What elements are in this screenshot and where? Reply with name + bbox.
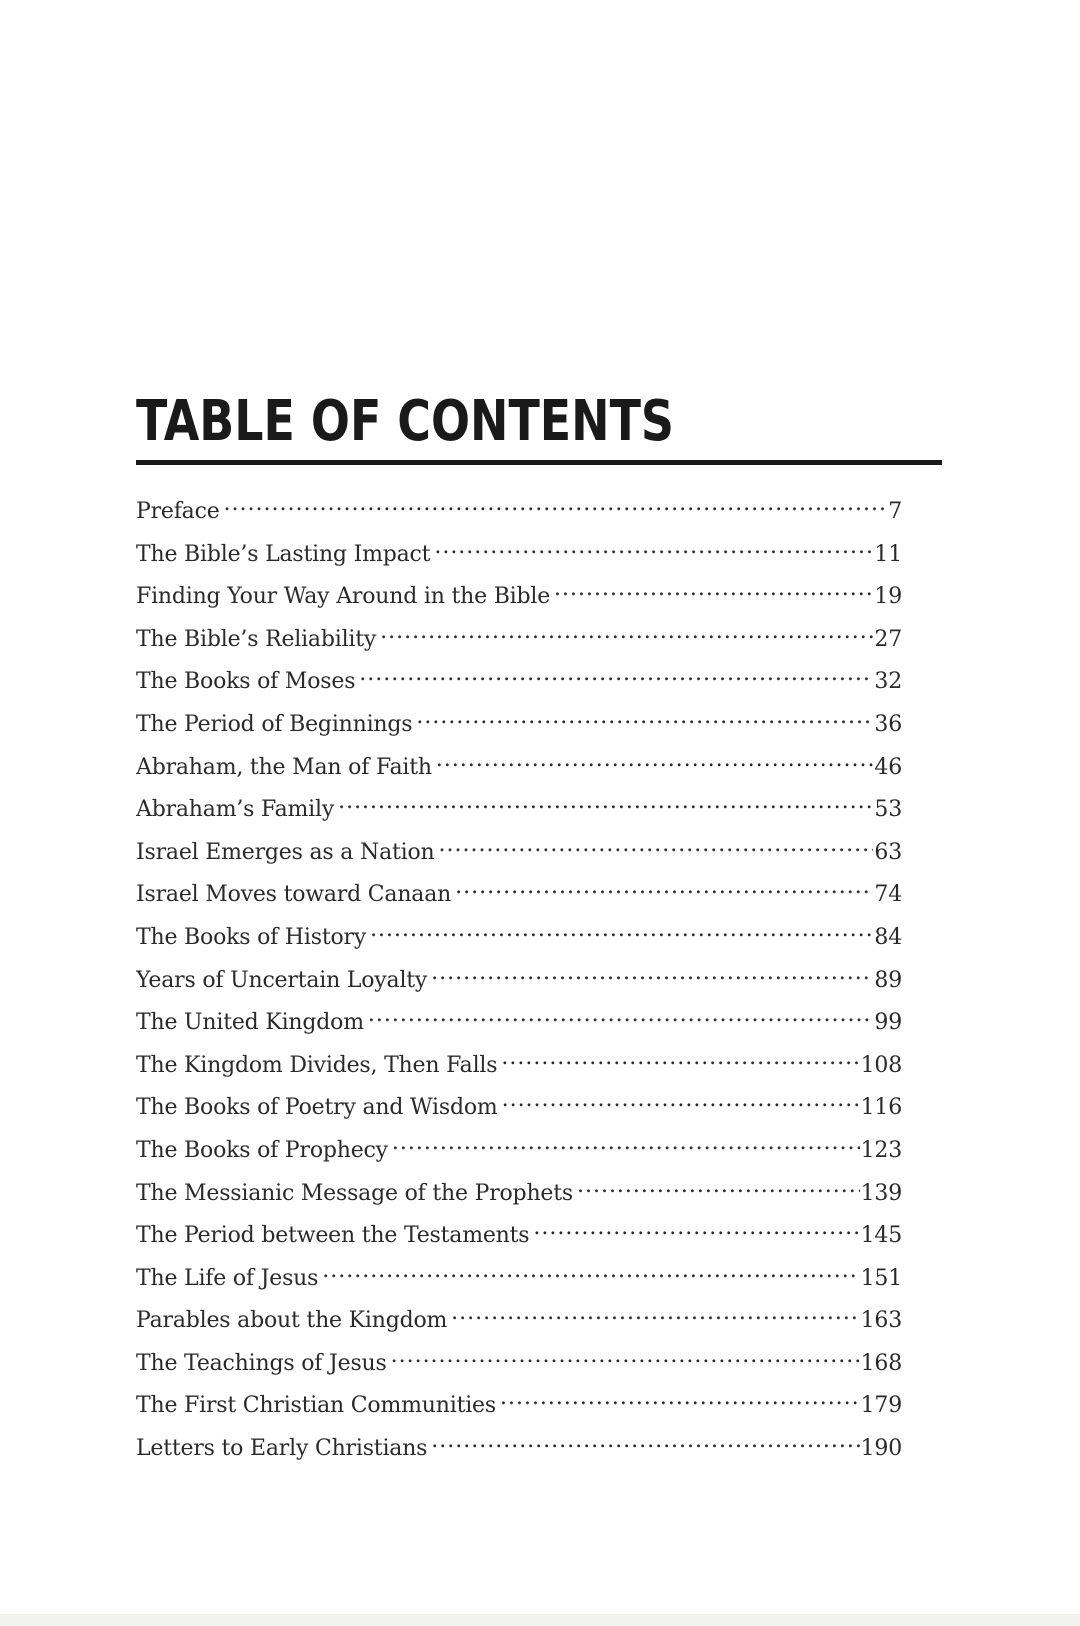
toc-entry-page: 11 bbox=[874, 541, 902, 567]
toc-entry-title: Letters to Early Christians bbox=[136, 1436, 428, 1462]
toc-entry bbox=[136, 1299, 902, 1342]
dot-leader bbox=[436, 746, 874, 774]
toc-entry-page: 179 bbox=[860, 1393, 902, 1419]
toc-entry bbox=[136, 1001, 902, 1044]
toc-entry-title: The Teachings of Jesus bbox=[136, 1350, 387, 1376]
dot-leader bbox=[431, 959, 873, 987]
toc-entry-title: The Books of History bbox=[136, 924, 367, 950]
toc-entry bbox=[136, 916, 902, 959]
toc-entry-title: Finding Your Way Around in the Bible bbox=[136, 584, 551, 610]
toc-entry-page: 46 bbox=[874, 754, 902, 780]
toc-entry-title: The Bible’s Lasting Impact bbox=[136, 541, 431, 567]
toc-entry-title: The Books of Prophecy bbox=[136, 1137, 388, 1163]
dot-leader bbox=[359, 660, 873, 688]
toc-entry bbox=[136, 959, 902, 1002]
toc-entry-title: The Period between the Testaments bbox=[136, 1223, 530, 1249]
toc-entry bbox=[136, 1384, 902, 1427]
toc-entry-title: The Messianic Message of the Prophets bbox=[136, 1180, 573, 1206]
toc-entry-page: 84 bbox=[874, 924, 902, 950]
toc-entry-title: The Period of Beginnings bbox=[136, 711, 413, 737]
toc-entry-page: 63 bbox=[874, 839, 902, 865]
toc-entry bbox=[136, 1342, 902, 1385]
toc-entry-title: The First Christian Communities bbox=[136, 1393, 496, 1419]
dot-leader bbox=[500, 1384, 860, 1412]
toc-entry bbox=[136, 1214, 902, 1257]
toc-entry-title: The Kingdom Divides, Then Falls bbox=[136, 1052, 498, 1078]
page-edge bbox=[0, 1614, 1080, 1626]
dot-leader bbox=[392, 1129, 860, 1157]
toc-entry-page: 190 bbox=[860, 1436, 902, 1462]
toc-entry-page: 32 bbox=[874, 669, 902, 695]
toc-entry bbox=[136, 1044, 902, 1087]
toc-entry-page: 151 bbox=[860, 1265, 902, 1291]
dot-leader bbox=[391, 1342, 860, 1370]
toc-entry bbox=[136, 746, 902, 789]
dot-leader bbox=[370, 916, 873, 944]
toc-entry-title: Israel Emerges as a Nation bbox=[136, 839, 435, 865]
toc-entry bbox=[136, 788, 902, 831]
toc-entry-page: 139 bbox=[860, 1180, 902, 1206]
dot-leader bbox=[501, 1044, 859, 1072]
toc-list bbox=[136, 490, 902, 1470]
toc-entry-page: 36 bbox=[874, 711, 902, 737]
toc-entry-page: 19 bbox=[874, 584, 902, 610]
toc-entry bbox=[136, 1257, 902, 1300]
dot-leader bbox=[431, 1427, 859, 1455]
toc-entry-page: 7 bbox=[888, 499, 902, 524]
toc-entry-page: 74 bbox=[874, 882, 902, 908]
toc-entry-page: 116 bbox=[860, 1095, 902, 1121]
dot-leader bbox=[338, 788, 873, 816]
toc-entry-title: Preface bbox=[136, 499, 220, 524]
toc-entry-title: The Books of Poetry and Wisdom bbox=[136, 1095, 498, 1121]
dot-leader bbox=[224, 490, 888, 518]
heading-rule bbox=[136, 460, 942, 465]
toc-entry-page: 168 bbox=[860, 1350, 902, 1376]
toc-entry bbox=[136, 575, 902, 618]
dot-leader bbox=[455, 873, 873, 901]
toc-entry bbox=[136, 831, 902, 874]
toc-entry bbox=[136, 1427, 902, 1470]
toc-entry bbox=[136, 1172, 902, 1215]
toc-entry-title: The United Kingdom bbox=[136, 1010, 364, 1036]
toc-entry-page: 27 bbox=[874, 626, 902, 652]
toc-entry-title: The Life of Jesus bbox=[136, 1265, 319, 1291]
dot-leader bbox=[434, 533, 873, 561]
dot-leader bbox=[368, 1001, 874, 1029]
toc-entry-title: Abraham, the Man of Faith bbox=[136, 754, 432, 780]
dot-leader bbox=[416, 703, 873, 731]
dot-leader bbox=[554, 575, 873, 603]
dot-leader bbox=[502, 1086, 860, 1114]
toc-entry-title: Parables about the Kingdom bbox=[136, 1308, 448, 1334]
dot-leader bbox=[533, 1214, 859, 1242]
dot-leader bbox=[380, 618, 873, 646]
toc-entry bbox=[136, 533, 902, 576]
toc-entry-page: 145 bbox=[860, 1223, 902, 1249]
toc-entry-page: 123 bbox=[860, 1137, 902, 1163]
toc-entry-title: Abraham’s Family bbox=[136, 797, 335, 823]
toc-entry bbox=[136, 873, 902, 916]
dot-leader bbox=[322, 1257, 859, 1285]
dot-leader bbox=[577, 1172, 860, 1200]
toc-entry-title: The Bible’s Reliability bbox=[136, 626, 377, 652]
toc-entry-title: The Books of Moses bbox=[136, 669, 356, 695]
toc-heading: TABLE OF CONTENTS bbox=[136, 389, 674, 454]
dot-leader bbox=[451, 1299, 859, 1327]
toc-entry bbox=[136, 1086, 902, 1129]
toc-entry-title: Israel Moves toward Canaan bbox=[136, 882, 452, 908]
toc-entry bbox=[136, 660, 902, 703]
toc-entry-page: 108 bbox=[860, 1052, 902, 1078]
toc-entry-page: 99 bbox=[874, 1010, 902, 1036]
toc-entry bbox=[136, 703, 902, 746]
toc-entry-page: 53 bbox=[874, 797, 902, 823]
toc-entry-title: Years of Uncertain Loyalty bbox=[136, 967, 428, 993]
toc-entry bbox=[136, 1129, 902, 1172]
toc-entry bbox=[136, 618, 902, 661]
dot-leader bbox=[438, 831, 873, 859]
toc-entry-page: 89 bbox=[874, 967, 902, 993]
toc-entry-page: 163 bbox=[860, 1308, 902, 1334]
toc-entry bbox=[136, 490, 902, 533]
